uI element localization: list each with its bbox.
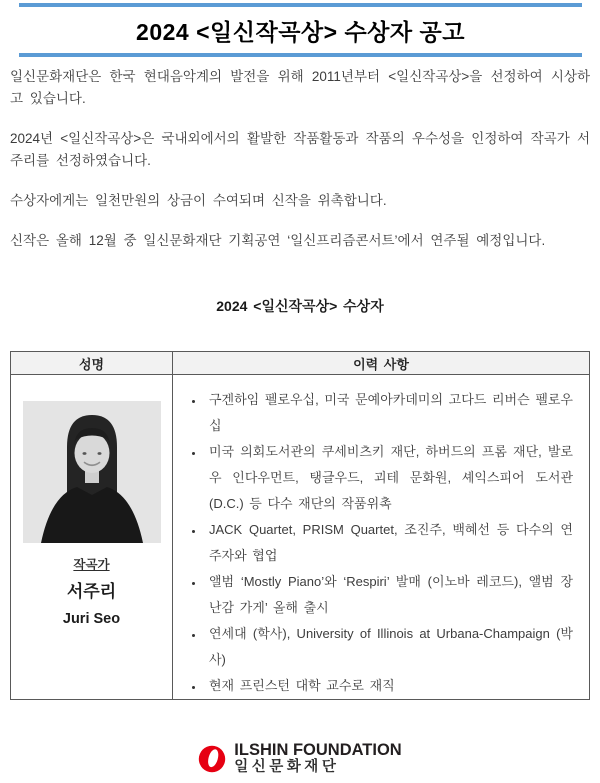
- foundation-name-korean: 일신문화재단: [234, 758, 340, 775]
- title-block: [19, 3, 582, 57]
- career-item: • 연세대 (학사), University of Illinois at Urbana-Champaign (박사): [204, 621, 573, 673]
- winner-cell: [11, 375, 173, 700]
- winner-portrait-photo: [23, 401, 161, 543]
- table-header-row: [11, 352, 590, 375]
- paragraph-prize: 수상자에게는 일천만원의 상금이 수여되며 신작을 위촉합니다.: [10, 193, 387, 208]
- paragraph-intro: 일신문화재단은 한국 현대음악계의 발전을 위해 2011년부터 <일신작곡상>을 선정하여 시상하고 있습니다.: [10, 69, 590, 106]
- winner-role: 작곡가: [73, 558, 110, 572]
- foundation-logo: [0, 742, 600, 775]
- header-name: 성명: [11, 352, 173, 375]
- career-list: [187, 387, 573, 699]
- career-item: • 현재 프린스턴 대학 교수로 재직: [204, 673, 573, 699]
- winner-name-korean: 서주리: [66, 582, 117, 601]
- career-item: • 미국 의회도서관의 쿠세비츠키 재단, 하버드의 프롬 재단, 발로우 인다우먼트, 탱글우드, 괴테 문화원, 셰익스피어 도서관 (D.C.) 등 다수 재단의 작품위촉: [204, 439, 573, 517]
- page-title: 2024 <일신작곡상> 수상자 공고: [136, 19, 465, 45]
- title-bottom-rule: [19, 53, 582, 57]
- foundation-name-english: ILSHIN FOUNDATION: [234, 741, 402, 760]
- logo-text: [234, 742, 401, 775]
- body-text: [10, 66, 590, 270]
- winner-table: [10, 351, 590, 700]
- career-item: • 구겐하임 펠로우십, 미국 문예아카데미의 고다드 리버슨 펠로우십: [204, 387, 573, 439]
- section-subtitle: 2024 <일신작곡상> 수상자: [216, 298, 384, 314]
- career-item: • 앨범 ‘Mostly Piano’와 ‘Respiri’ 발매 (이노바 레코드), 앨범 장난감 가게’ 올해 출시: [204, 569, 573, 621]
- paragraph-winner: 2024년 <일신작곡상>은 국내외에서의 활발한 작품활동과 작품의 우수성을 인정하여 작곡가 서주리를 선정하였습니다.: [10, 131, 590, 168]
- winner-name-english: Juri Seo: [62, 611, 121, 627]
- header-career: 이력 사항: [173, 352, 590, 375]
- paragraph-premiere: 신작은 올해 12월 중 일신문화재단 기획공연 ‘일신프리즘콘서트’에서 연주될 예정입니다.: [10, 233, 546, 248]
- career-cell: [173, 375, 590, 700]
- ilshin-logo-icon: [198, 745, 226, 773]
- table-row: [11, 375, 590, 700]
- career-item: • JACK Quartet, PRISM Quartet, 조진주, 백혜선 등 다수의 연주자와 협업: [204, 517, 573, 569]
